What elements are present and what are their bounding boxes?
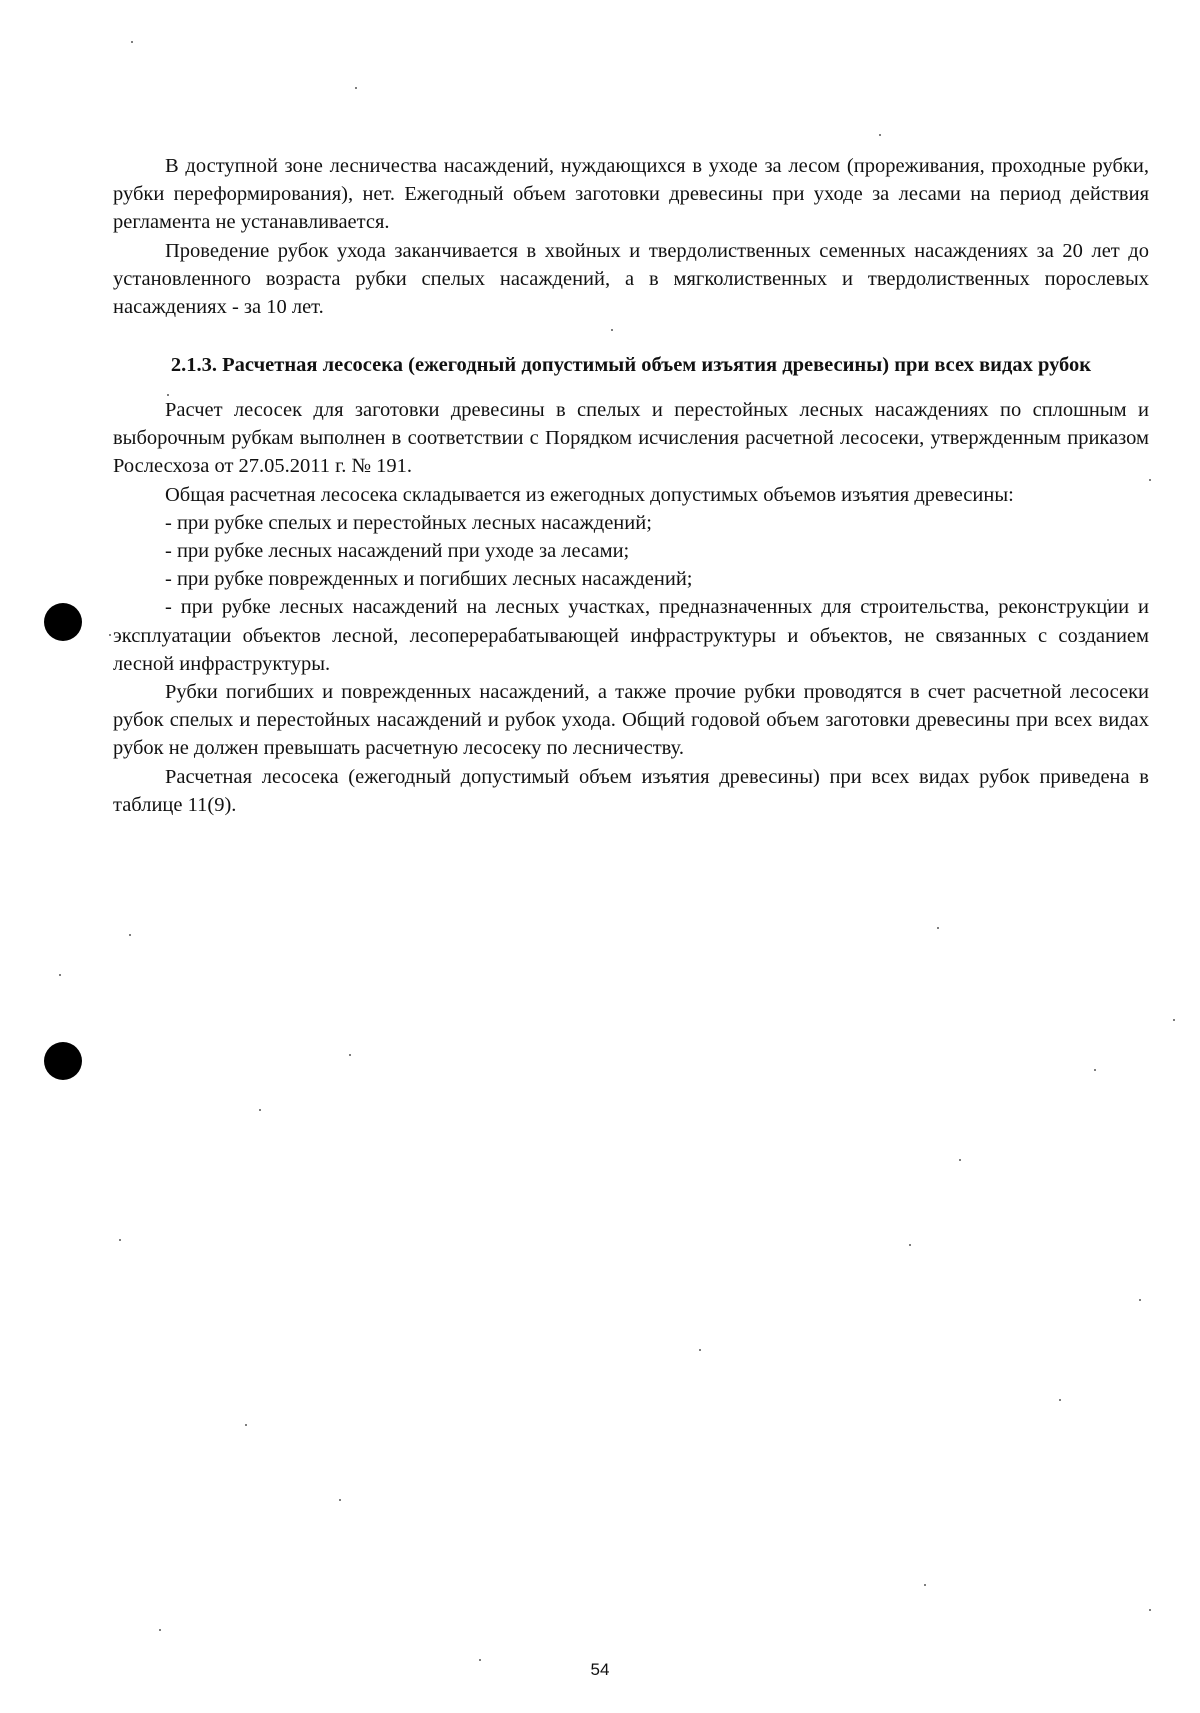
list-item-construction-sites: - при рубке лесных насаждений на лесных участках, предназначенных для строительства, реконструкции и эксплуатации объектов лесной, лесоперерабатывающей инфраструктуры и объектов, не связанных с созданием лесной инфраструктуры. — [113, 596, 1149, 675]
paragraph-table-reference: Расчетная лесосека (ежегодный допустимый объем изъятия древесины) при всех видах рубок приведена в таблице 11(9). — [113, 765, 1149, 816]
paragraph-total-cut: Общая расчетная лесосека складывается из ежегодных допустимых объемов изъятия древесины: — [165, 483, 1014, 506]
page-number: 54 — [590, 1660, 610, 1679]
list-item-forest-care: - при рубке лесных насаждений при уходе за лесами; — [165, 540, 630, 563]
paragraph-intro-1: В доступной зоне лесничества насаждений, нуждающихся в уходе за лесом (прореживания, проходные рубки, рубки переформирования), нет. Ежегодный объем заготовки древесины при уходе за лесами на период действия регламента не устанавливается. — [113, 155, 1149, 234]
intro-text-block — [113, 152, 1149, 321]
punch-hole-bottom — [44, 1042, 82, 1080]
list-item-damaged-stands: - при рубке поврежденных и погибших лесных насаждений; — [165, 568, 693, 591]
paragraph-dead-stands: Рубки погибших и поврежденных насаждений, а также прочие рубки проводятся в счет расчетной лесосеки рубок спелых и перестойных насаждений и рубок ухода. Общий годовой объем заготовки древесины при всех видах рубок не должен превышать расчетную лесосеку по лесничеству. — [113, 681, 1149, 760]
section-text-block — [113, 396, 1149, 819]
paragraph-calculation: Расчет лесосек для заготовки древесины в спелых и перестойных лесных насаждениях по сплошным и выборочным рубкам выполнен в соответствии с Порядком исчисления расчетной лесосеки, утвержденным приказом Рослесхоза от 27.05.2011 г. № 191. — [113, 399, 1149, 478]
list-item-mature-stands: - при рубке спелых и перестойных лесных насаждений; — [165, 511, 652, 534]
section-heading: 2.1.3. Расчетная лесосека (ежегодный допустимый объем изъятия древесины) при всех видах рубок — [170, 354, 1092, 376]
punch-hole-top — [44, 603, 82, 641]
paragraph-intro-2: Проведение рубок ухода заканчивается в хвойных и твердолиственных семенных насаждениях за 20 лет до установленного возраста рубки спелых насаждений, а в мягколиственных и твердолиственных порослевых насаждениях - за 10 лет. — [113, 239, 1149, 319]
